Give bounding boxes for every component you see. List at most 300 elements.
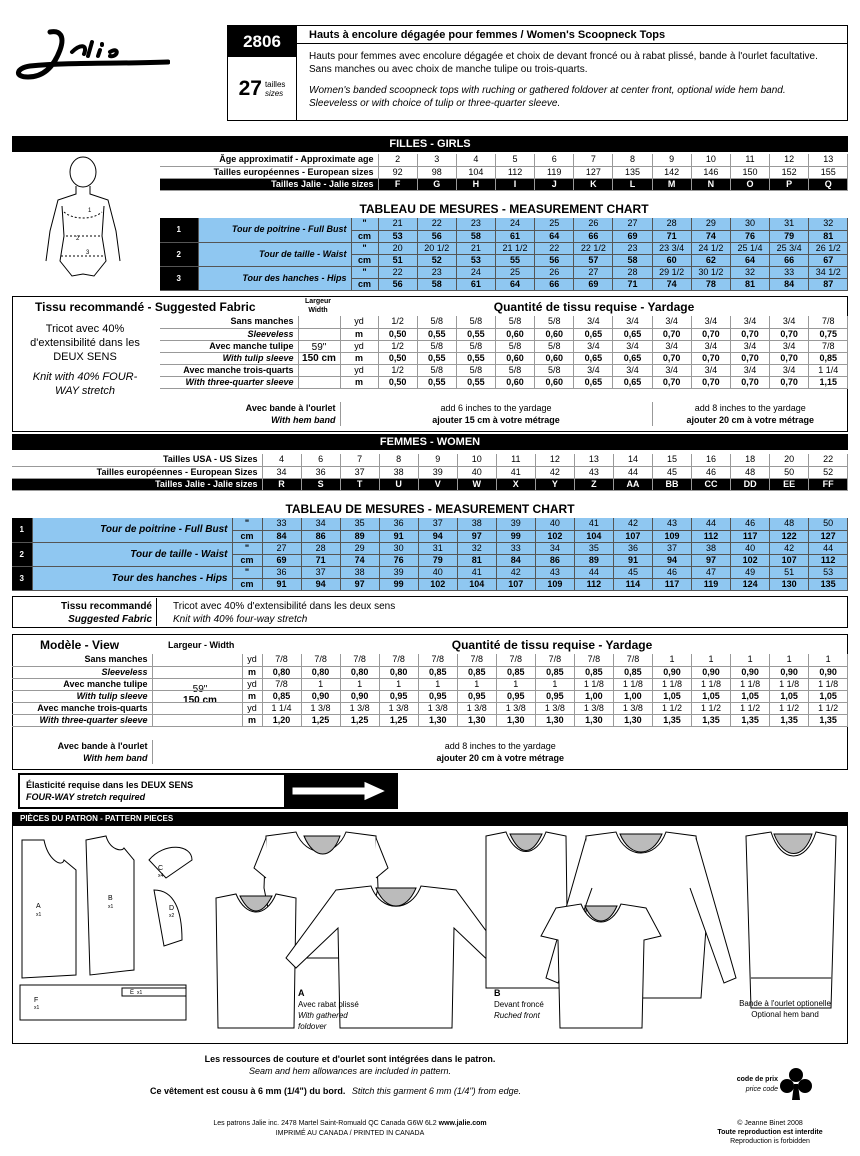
size-cell: 112	[495, 166, 534, 178]
yardage-yd: 5/8	[495, 316, 534, 328]
size-cell: 45	[652, 466, 691, 478]
view-a-caption	[298, 988, 378, 1032]
yardage-yd: 7/8	[809, 316, 848, 328]
measure-inch: 24 1/2	[691, 242, 730, 254]
yardage-label-en: With three-quarter sleeve	[160, 376, 298, 388]
size-cell: M	[652, 178, 691, 190]
girls-measure-row	[160, 266, 848, 278]
yardage-m: 1,05	[809, 690, 848, 702]
svg-text:x4: x4	[158, 873, 164, 879]
measure-cm: 124	[731, 578, 770, 590]
measure-cm: 130	[770, 578, 809, 590]
yardage-m: 0,85	[535, 666, 574, 678]
measure-cm: 51	[378, 254, 417, 266]
yardage-m: 0,65	[613, 352, 652, 364]
size-cell: 155	[809, 166, 848, 178]
size-cell: 7	[340, 454, 379, 466]
width-spacer	[298, 376, 340, 388]
yardage-m: 1,35	[809, 714, 848, 726]
yardage-m: 0,90	[692, 666, 731, 678]
measure-cm: 53	[378, 230, 417, 242]
size-cell: 42	[535, 466, 574, 478]
yardage-yd: 3/4	[574, 316, 613, 328]
svg-text:C: C	[158, 865, 164, 872]
svg-text:x1: x1	[108, 904, 114, 910]
measure-inch: 43	[652, 518, 691, 530]
measure-inch: 29	[691, 218, 730, 230]
unit-m: m	[340, 376, 378, 388]
measure-inch: 33	[770, 266, 809, 278]
girls-band-note1-fr: ajouter 15 cm à votre métrage	[340, 414, 652, 426]
yardage-yd: 1/2	[378, 364, 417, 376]
yardage-label-fr: Sans manches	[12, 654, 152, 666]
girls-jalie-size-row-label: Tailles Jalie - Jalie sizes	[160, 178, 378, 190]
band-caption-fr: Bande à l'ourlet optionelle	[739, 999, 831, 1008]
yardage-yd: 1 3/8	[496, 702, 535, 714]
measure-inch: 49	[731, 566, 770, 578]
yardage-m: 0,70	[770, 376, 809, 388]
measure-label: Tour de taille - Waist	[198, 242, 351, 266]
measure-inch: 36	[613, 542, 652, 554]
yardage-yd: 1 3/8	[613, 702, 652, 714]
measure-inch: 28	[613, 266, 652, 278]
size-cell: 8	[379, 454, 418, 466]
size-cell: J	[535, 178, 574, 190]
measure-cm: 89	[574, 554, 613, 566]
yardage-yd: 1 1/8	[692, 678, 731, 690]
jalie-logo-icon	[10, 22, 170, 92]
measure-inch: 51	[770, 566, 809, 578]
women-yardage-row-m	[12, 666, 848, 678]
measure-number: 3	[12, 566, 32, 590]
girls-measure-row	[160, 218, 848, 230]
width-spacer	[298, 352, 340, 364]
logo	[10, 22, 170, 92]
girls-measure-table	[160, 218, 848, 291]
measure-cm: 102	[418, 578, 457, 590]
measure-inch: 40	[535, 518, 574, 530]
yardage-yd: 1	[809, 654, 848, 666]
size-cell: 50	[770, 466, 809, 478]
measure-inch: 23	[456, 218, 495, 230]
women-width-inch: 59"	[192, 684, 208, 695]
measure-cm: 107	[613, 530, 652, 542]
size-cell: R	[262, 478, 301, 490]
stitch-en: Stitch this garment 6 mm (1/4") from edge.	[351, 1086, 522, 1096]
measure-cm: 112	[692, 530, 731, 542]
yardage-yd: 7/8	[301, 654, 340, 666]
size-cell: 142	[652, 166, 691, 178]
yardage-m: 0,55	[456, 376, 495, 388]
yardage-m: 0,55	[456, 352, 495, 364]
size-cell: 37	[340, 466, 379, 478]
yardage-m: 0,90	[301, 690, 340, 702]
women-measure-row	[12, 542, 848, 554]
size-cell: 152	[770, 166, 809, 178]
size-cell: 13	[574, 454, 613, 466]
women-measure-title: TABLEAU DE MESURES - MEASUREMENT CHART	[285, 502, 575, 516]
size-cell: 39	[418, 466, 457, 478]
measure-cm: 66	[535, 278, 574, 290]
measure-cm: 135	[809, 578, 848, 590]
girls-width-inch: 59"	[311, 342, 327, 353]
girls-size-table	[160, 154, 848, 191]
yardage-yd: 5/8	[417, 364, 456, 376]
women-yardage-table	[12, 654, 848, 727]
size-cell: 46	[692, 466, 731, 478]
yardage-yd: 7/8	[613, 654, 652, 666]
measure-inch: 46	[731, 518, 770, 530]
size-cell: 12	[770, 154, 809, 166]
yardage-yd: 3/4	[691, 316, 730, 328]
yardage-yd: 1 1/8	[652, 678, 691, 690]
measure-cm: 57	[574, 254, 613, 266]
unit-m: m	[242, 666, 262, 678]
women-jalie-size-row-label: Tailles Jalie - Jalie sizes	[12, 478, 262, 490]
measure-inch: 42	[770, 542, 809, 554]
yardage-m: 0,70	[652, 352, 691, 364]
measure-cm: 67	[809, 254, 848, 266]
width-spacer	[298, 364, 340, 376]
yardage-yd: 1 1/8	[574, 678, 613, 690]
view-a-letter: A	[298, 988, 305, 998]
measure-cm: 58	[456, 230, 495, 242]
allowances-note	[150, 1053, 550, 1077]
measure-cm: 91	[613, 554, 652, 566]
measure-cm: 99	[379, 578, 418, 590]
yardage-m: 0,90	[809, 666, 848, 678]
svg-text:x2: x2	[169, 913, 175, 919]
measure-cm: 89	[340, 530, 379, 542]
measure-cm: 97	[457, 530, 496, 542]
width-spacer	[298, 340, 340, 352]
yardage-yd: 1	[379, 678, 418, 690]
measure-cm: 84	[262, 530, 301, 542]
allowances-fr: Les ressources de couture et d'ourlet sont intégrées dans le patron.	[204, 1054, 496, 1064]
yardage-label-en: Sleeveless	[12, 666, 152, 678]
measure-cm: 58	[417, 278, 456, 290]
size-cell: W	[457, 478, 496, 490]
measure-inch: 33	[262, 518, 301, 530]
yardage-m: 0,90	[770, 666, 809, 678]
measure-cm: 74	[691, 230, 730, 242]
size-cell: 127	[574, 166, 613, 178]
price-code	[700, 1075, 778, 1095]
measure-cm: 104	[574, 530, 613, 542]
yardage-yd: 1	[535, 678, 574, 690]
yardage-yd: 1 3/8	[301, 702, 340, 714]
yardage-yd: 1 3/8	[535, 702, 574, 714]
pattern-pieces-title: PIÈCES DU PATRON - PATTERN PIECES	[20, 814, 174, 823]
yardage-yd: 7/8	[535, 654, 574, 666]
girls-euro-size-row	[160, 166, 848, 178]
measure-inch: 23	[417, 266, 456, 278]
yardage-label-en: With tulip sleeve	[12, 690, 152, 702]
yardage-yd: 3/4	[691, 364, 730, 376]
girls-yardage-row	[160, 340, 848, 352]
women-us-size-row	[12, 454, 848, 466]
yardage-m: 1,30	[613, 714, 652, 726]
yardage-label-fr: Sans manches	[160, 316, 298, 328]
yardage-m: 0,60	[495, 352, 534, 364]
size-cell: 44	[613, 466, 652, 478]
yardage-m: 0,60	[535, 376, 574, 388]
svg-text:x1: x1	[137, 990, 143, 996]
women-yardage-title: Quantité de tissu requise - Yardage	[451, 638, 653, 652]
yardage-m: 0,95	[457, 690, 496, 702]
yardage-m: 0,55	[417, 376, 456, 388]
measure-cm: 117	[731, 530, 770, 542]
measure-inch: 46	[652, 566, 691, 578]
yardage-yd: 7/8	[809, 340, 848, 352]
unit-cm: cm	[351, 278, 378, 290]
yardage-m: 1,35	[652, 714, 691, 726]
girls-yardage-row-m	[160, 328, 848, 340]
size-cell: 34	[262, 466, 301, 478]
measure-cm: 71	[613, 278, 652, 290]
women-yardage-row	[12, 654, 848, 666]
size-cell: 7	[574, 154, 613, 166]
pattern-pieces-drawing	[14, 830, 204, 1040]
measure-inch: 30 1/2	[691, 266, 730, 278]
unit-inch: "	[232, 518, 262, 530]
measure-cm: 56	[378, 278, 417, 290]
yardage-yd: 1/2	[378, 340, 417, 352]
yardage-m: 0,70	[770, 352, 809, 364]
measure-inch: 41	[574, 518, 613, 530]
svg-text:1: 1	[88, 208, 92, 214]
yardage-m: 0,70	[770, 328, 809, 340]
yardage-m: 0,70	[691, 352, 730, 364]
yardage-yd: 5/8	[535, 364, 574, 376]
size-cell: 13	[809, 154, 848, 166]
measure-cm: 64	[730, 254, 769, 266]
size-cell: 12	[535, 454, 574, 466]
measure-cm: 61	[495, 230, 534, 242]
measure-inch: 44	[809, 542, 848, 554]
yardage-yd: 1	[652, 654, 691, 666]
yardage-yd: 1 3/8	[418, 702, 457, 714]
girls-band-note2-fr: ajouter 20 cm à votre métrage	[652, 414, 848, 426]
measure-cm: 102	[731, 554, 770, 566]
yardage-yd: 1 1/8	[613, 678, 652, 690]
measure-cm: 71	[301, 554, 340, 566]
measure-cm: 117	[652, 578, 691, 590]
women-measure-row	[12, 566, 848, 578]
yardage-yd: 3/4	[770, 316, 809, 328]
size-cell: 11	[730, 154, 769, 166]
width-spacer	[152, 702, 242, 714]
yardage-m: 0,85	[613, 666, 652, 678]
yardage-yd: 1	[457, 678, 496, 690]
yardage-label-en: With tulip sleeve	[160, 352, 298, 364]
club-icon	[778, 1066, 814, 1102]
size-cell: 4	[262, 454, 301, 466]
yardage-yd: 7/8	[262, 678, 301, 690]
yardage-yd: 5/8	[417, 340, 456, 352]
girls-yardage-row	[160, 316, 848, 328]
yardage-yd: 3/4	[691, 340, 730, 352]
yardage-m: 0,70	[730, 328, 769, 340]
measure-inch: 21 1/2	[495, 242, 534, 254]
measure-inch: 35	[340, 518, 379, 530]
yardage-yd: 7/8	[379, 654, 418, 666]
yardage-m: 0,85	[418, 666, 457, 678]
girls-yardage-row-m	[160, 352, 848, 364]
girls-euro-size-row-label: Tailles européennes - European sizes	[160, 166, 378, 178]
yardage-yd: 7/8	[418, 654, 457, 666]
women-fabric-desc	[156, 598, 395, 626]
measure-inch: 20 1/2	[417, 242, 456, 254]
band-caption-en: Optional hem band	[751, 1010, 819, 1019]
yardage-yd: 3/4	[613, 364, 652, 376]
measure-cm: 64	[535, 230, 574, 242]
measure-cm: 91	[379, 530, 418, 542]
yardage-m: 0,95	[496, 690, 535, 702]
yardage-m: 0,55	[417, 328, 456, 340]
measure-inch: 37	[652, 542, 691, 554]
measure-cm: 94	[418, 530, 457, 542]
yardage-m: 1,25	[340, 714, 379, 726]
stretch-fr: Élasticité requise dans les DEUX SENS	[26, 780, 194, 790]
size-cell: 146	[691, 166, 730, 178]
yardage-m: 0,65	[613, 376, 652, 388]
measure-inch: 26	[574, 218, 613, 230]
measure-cm: 62	[691, 254, 730, 266]
svg-text:2: 2	[76, 236, 80, 242]
unit-yd: yd	[340, 316, 378, 328]
size-cell: 6	[301, 454, 340, 466]
measure-inch: 27	[574, 266, 613, 278]
width-spacer	[152, 690, 242, 702]
title-box	[297, 25, 848, 121]
yardage-m: 1,35	[731, 714, 770, 726]
band-caption	[720, 998, 850, 1020]
women-euro-size-row	[12, 466, 848, 478]
measure-label: Tour des hanches - Hips	[32, 566, 232, 590]
size-cell: 98	[417, 166, 456, 178]
yardage-yd: 3/4	[730, 316, 769, 328]
measure-inch: 43	[535, 566, 574, 578]
address: Les patrons Jalie inc. 2478 Martel Saint-Romuald QC Canada G6W 6L2	[213, 1120, 437, 1127]
women-width-cm: 150 cm	[183, 695, 217, 706]
measure-inch: 22 1/2	[574, 242, 613, 254]
svg-text:A: A	[36, 903, 41, 910]
yardage-yd: 1 1/2	[692, 702, 731, 714]
measure-inch: 29 1/2	[652, 266, 691, 278]
women-us-size-row-label: Tailles USA - US Sizes	[12, 454, 262, 466]
yardage-m: 1,30	[457, 714, 496, 726]
measure-inch: 32	[809, 218, 848, 230]
yardage-m: 0,95	[418, 690, 457, 702]
yardage-m: 0,90	[652, 666, 691, 678]
allowances-en: Seam and hem allowances are included in pattern.	[248, 1066, 452, 1076]
yardage-m: 0,85	[809, 352, 848, 364]
yardage-yd: 1 1/2	[770, 702, 809, 714]
measure-cm: 79	[418, 554, 457, 566]
unit-cm: cm	[232, 578, 262, 590]
measure-inch: 53	[809, 566, 848, 578]
measure-cm: 53	[456, 254, 495, 266]
yardage-yd: 1 1/8	[731, 678, 770, 690]
yardage-yd: 1 1/4	[262, 702, 301, 714]
women-header: FEMMES - WOMEN	[12, 434, 848, 450]
yardage-yd: 5/8	[495, 364, 534, 376]
description-fr: Hauts pour femmes avec encolure dégagée et choix de devant froncé ou à rabat plissé, bande à l'ourlet facultative. Sans manches ou avec choix de manche tulipe ou trois-quarts.	[309, 51, 818, 75]
size-cell: 18	[731, 454, 770, 466]
yardage-m: 1,30	[496, 714, 535, 726]
measure-cm: 102	[535, 530, 574, 542]
yardage-yd: 1 1/2	[652, 702, 691, 714]
size-cell: 9	[418, 454, 457, 466]
measure-cm: 56	[535, 254, 574, 266]
size-cell: 40	[457, 466, 496, 478]
women-band-note-fr: ajouter 20 cm à votre métrage	[152, 752, 848, 764]
unit-yd: yd	[340, 340, 378, 352]
girls-measure-row	[160, 242, 848, 254]
girls-yardage-table	[160, 316, 848, 389]
size-cell: 9	[652, 154, 691, 166]
yardage-yd: 1	[496, 678, 535, 690]
yardage-yd: 7/8	[340, 654, 379, 666]
measure-inch: 42	[496, 566, 535, 578]
yardage-m: 1,25	[379, 714, 418, 726]
measure-cm: 112	[809, 554, 848, 566]
width-spacer	[298, 316, 340, 328]
yardage-yd: 3/4	[770, 364, 809, 376]
measure-inch: 22	[535, 242, 574, 254]
measure-inch: 21	[456, 242, 495, 254]
price-code-fr: code de prix	[736, 1076, 778, 1083]
yardage-yd: 7/8	[496, 654, 535, 666]
unit-inch: "	[232, 542, 262, 554]
measure-inch: 45	[613, 566, 652, 578]
measure-cm: 127	[809, 530, 848, 542]
women-yardage-row-m	[12, 714, 848, 726]
website-link[interactable]: www.jalie.com	[438, 1120, 487, 1127]
girls-width-cm: 150 cm	[302, 353, 336, 364]
yardage-m: 0,85	[262, 690, 301, 702]
measure-cm: 79	[770, 230, 809, 242]
yardage-yd: 3/4	[730, 364, 769, 376]
size-cell: 2	[378, 154, 417, 166]
measure-cm: 52	[417, 254, 456, 266]
yardage-yd: 1/2	[378, 316, 417, 328]
measure-inch: 37	[418, 518, 457, 530]
measure-inch: 25	[535, 218, 574, 230]
view-b-caption	[494, 988, 544, 1021]
size-cell: I	[495, 178, 534, 190]
girls-fabric-en: Knit with 40% FOUR-WAY stretch	[32, 371, 138, 397]
measure-cm: 69	[613, 230, 652, 242]
measure-cm: 81	[457, 554, 496, 566]
yardage-m: 0,80	[262, 666, 301, 678]
measure-cm: 87	[809, 278, 848, 290]
unit-inch: "	[351, 266, 378, 278]
size-cell: 119	[535, 166, 574, 178]
girls-figure	[28, 156, 138, 286]
yardage-yd: 1	[418, 678, 457, 690]
women-yardage-row-m	[12, 690, 848, 702]
measure-inch: 22	[378, 266, 417, 278]
unit-yd: yd	[242, 702, 262, 714]
women-fabric-en: Knit with 40% four-way stretch	[173, 614, 308, 625]
measure-inch: 34	[301, 518, 340, 530]
measure-cm: 91	[262, 578, 301, 590]
measure-cm: 84	[770, 278, 809, 290]
measure-inch: 37	[301, 566, 340, 578]
measure-inch: 36	[379, 518, 418, 530]
